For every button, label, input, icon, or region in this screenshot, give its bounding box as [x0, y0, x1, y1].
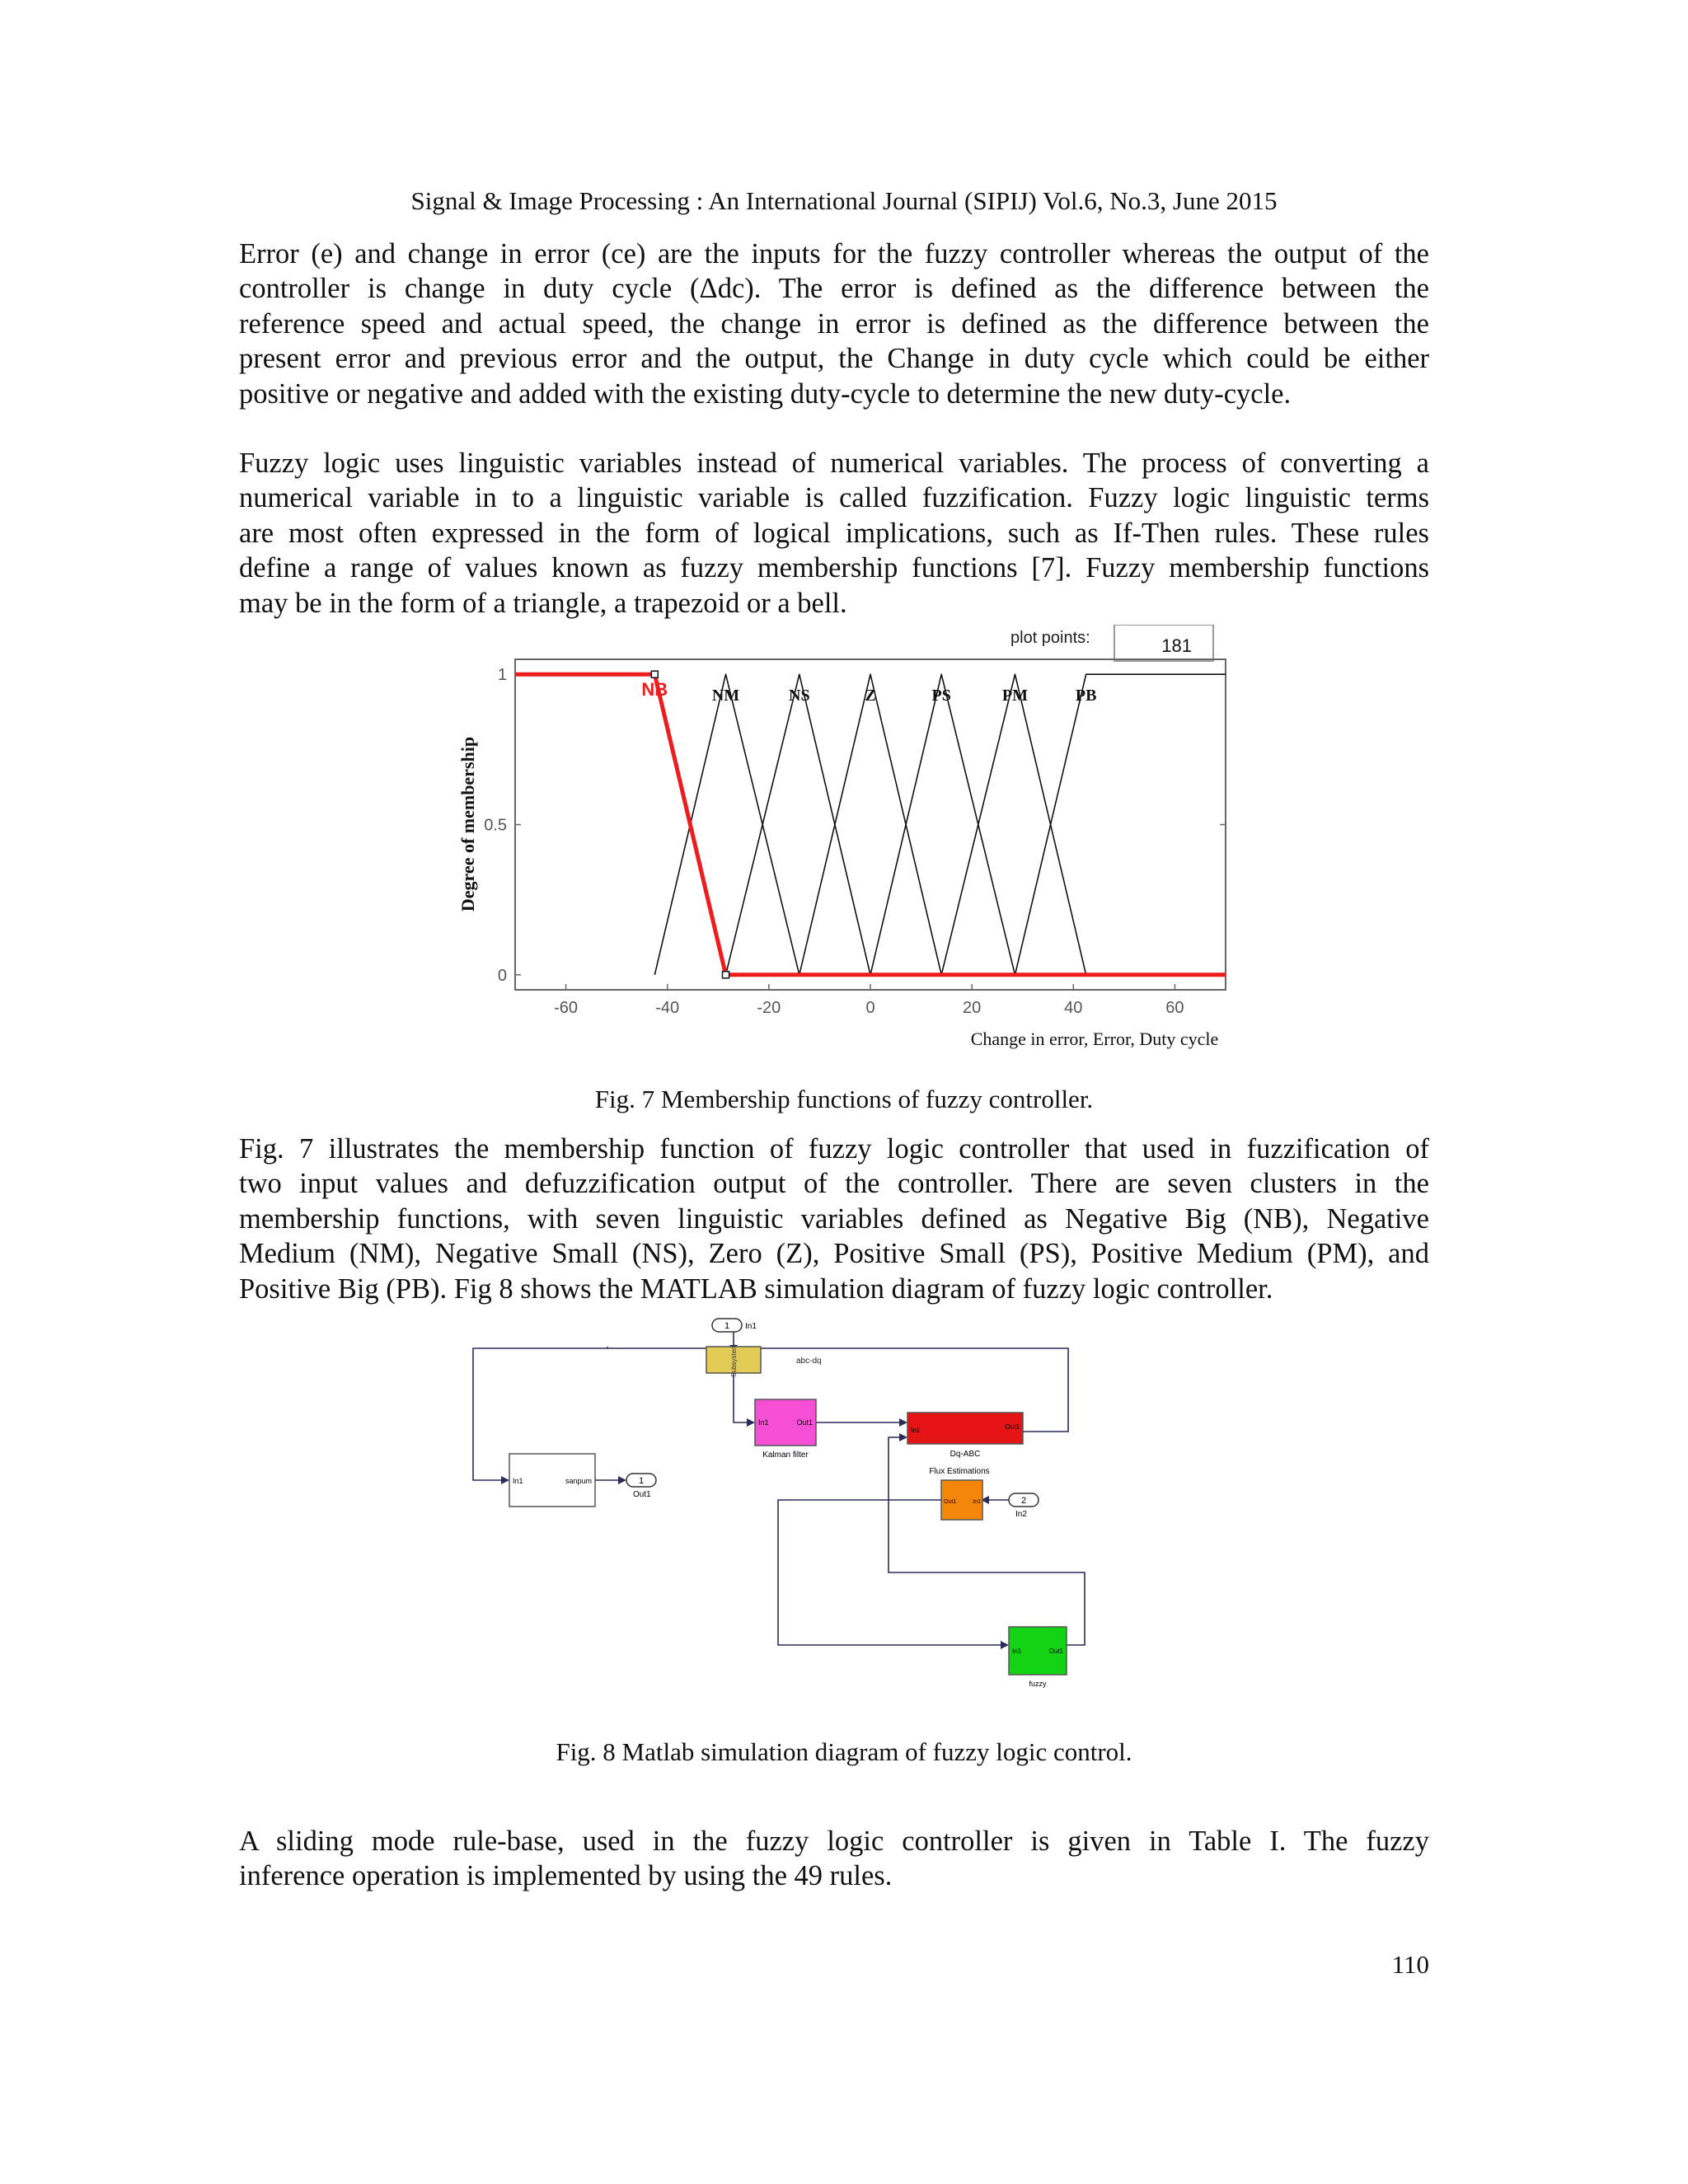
plot-points-value: 181: [1161, 635, 1192, 656]
in2-port-label: In2: [1015, 1510, 1027, 1519]
text-line: define a range of values known as fuzzy membership functions [7]. Fuzzy membership functions: [239, 552, 1429, 584]
out1-port-label: Out1: [633, 1490, 651, 1499]
series-label-z: Z: [865, 687, 876, 705]
nb-vertex-marker[interactable]: [723, 972, 729, 978]
text-line: Error (e) and change in error (ce) are the inputs for the fuzzy controller whereas the output of the: [239, 238, 1429, 269]
y-axis-label: Degree of membership: [457, 736, 478, 912]
paragraph-3: [239, 1132, 1429, 1306]
text-line: present error and previous error and the output, the Change in duty cycle which could be either: [239, 343, 1429, 375]
flux-estimations-title: Flux Estimations: [929, 1467, 990, 1476]
paragraph-2: [239, 446, 1429, 621]
y-tick-label: 1: [497, 666, 507, 685]
x-tick-label: 0: [865, 999, 875, 1017]
text-line: membership functions, with seven linguistic variables defined as Negative Big (NB), Negative: [239, 1202, 1429, 1235]
figure-7-caption: Fig. 7 Membership functions of fuzzy controller.: [594, 1085, 1094, 1113]
text-line: numerical variable in to a linguistic variable is called fuzzification. Fuzzy logic linguistic terms: [239, 482, 1429, 514]
paragraph-1: [239, 237, 1429, 411]
fuzzy-in-label: In1: [1012, 1647, 1022, 1655]
series-label-ps: PS: [931, 687, 951, 705]
fuzzy-name: fuzzy: [1029, 1680, 1047, 1688]
in1-port-number: 1: [724, 1321, 730, 1331]
text-line: may be in the form of a triangle, a trapezoid or a bell.: [239, 587, 847, 619]
x-tick-label: 40: [1064, 999, 1083, 1017]
page-number: 110: [1391, 1950, 1429, 1979]
x-axis-label: Change in error, Error, Duty cycle: [970, 1029, 1219, 1049]
series-label-pb: PB: [1075, 687, 1097, 705]
flux-in-label: In1: [973, 1499, 981, 1505]
text-line: Medium (NM), Negative Small (NS), Zero (Z), Positive Small (PS), Positive Medium (PM), and: [239, 1238, 1429, 1270]
y-tick-label: 0.5: [484, 816, 507, 835]
text-line: A sliding mode rule-base, used in the fuzzy logic controller is given in Table I. The fuzzy: [239, 1825, 1429, 1857]
text-line: positive or negative and added with the existing duty-cycle to determine the new duty-cycle.: [239, 377, 1292, 410]
text-line: controller is change in duty cycle (Δdc). The error is defined as the difference between the: [239, 273, 1429, 305]
text-line: Fuzzy logic uses linguistic variables instead of numerical variables. The process of converting a: [239, 448, 1429, 479]
in2-port-number: 2: [1020, 1496, 1027, 1506]
x-tick-label: 20: [963, 999, 982, 1017]
abc-dq-inner-label: Subsystem: [730, 1344, 738, 1377]
x-tick-label: -40: [655, 999, 680, 1017]
kalman-out-label: Out1: [796, 1418, 813, 1427]
simulink-diagram: [471, 1315, 1164, 1694]
in1-port-label: In1: [745, 1322, 757, 1331]
text-line: inference operation is implemented by using the 49 rules.: [239, 1860, 893, 1892]
x-tick-label: 60: [1165, 999, 1184, 1017]
dq-abc-out-label: Out1: [1005, 1423, 1020, 1431]
fuzzy-out-label: Out1: [1048, 1647, 1063, 1655]
flux-out-label: Out1: [944, 1499, 957, 1505]
kalman-in-label: In1: [758, 1418, 769, 1427]
text-line: reference speed and actual speed, the change in error is defined as the difference between the: [239, 307, 1429, 340]
series-label-ns: NS: [789, 687, 810, 705]
dq-abc-in-label: In1: [911, 1427, 921, 1434]
series-label-pm: PM: [1001, 687, 1029, 705]
kalman-filter-name: Kalman filter: [762, 1451, 809, 1460]
plot-points-label: plot points:: [1010, 629, 1090, 647]
series-label-nm: NM: [711, 687, 740, 705]
abc-dq-label: abc-dq: [796, 1357, 822, 1366]
membership-function-chart: [445, 625, 1236, 1062]
x-tick-label: -20: [757, 999, 781, 1017]
series-label-nb: NB: [641, 679, 668, 700]
text-line: two input values and defuzzification output of the controller. There are seven clusters in the: [239, 1168, 1429, 1200]
sanpum-out-label: sanpum: [565, 1477, 592, 1485]
text-line: Positive Big (PB). Fig 8 shows the MATLAB simulation diagram of fuzzy logic controller.: [239, 1272, 1273, 1305]
nb-vertex-marker[interactable]: [651, 671, 658, 677]
text-line: Fig. 7 illustrates the membership function of fuzzy logic controller that used in fuzzification of: [239, 1133, 1429, 1165]
sanpum-in-label: In1: [513, 1477, 523, 1485]
running-header: Signal & Image Processing : An International Journal (SIPIJ) Vol.6, No.3, June 2015: [410, 186, 1278, 215]
dq-abc-name: Dq-ABC: [950, 1450, 981, 1459]
y-tick-label: 0: [497, 966, 507, 985]
figure-8-caption: Fig. 8 Matlab simulation diagram of fuzzy logic control.: [556, 1737, 1132, 1766]
paragraph-4: [239, 1824, 1429, 1894]
x-tick-label: -60: [554, 999, 579, 1017]
out1-port-number: 1: [638, 1476, 645, 1486]
text-line: are most often expressed in the form of logical implications, such as If-Then rules. These rules: [239, 517, 1429, 549]
